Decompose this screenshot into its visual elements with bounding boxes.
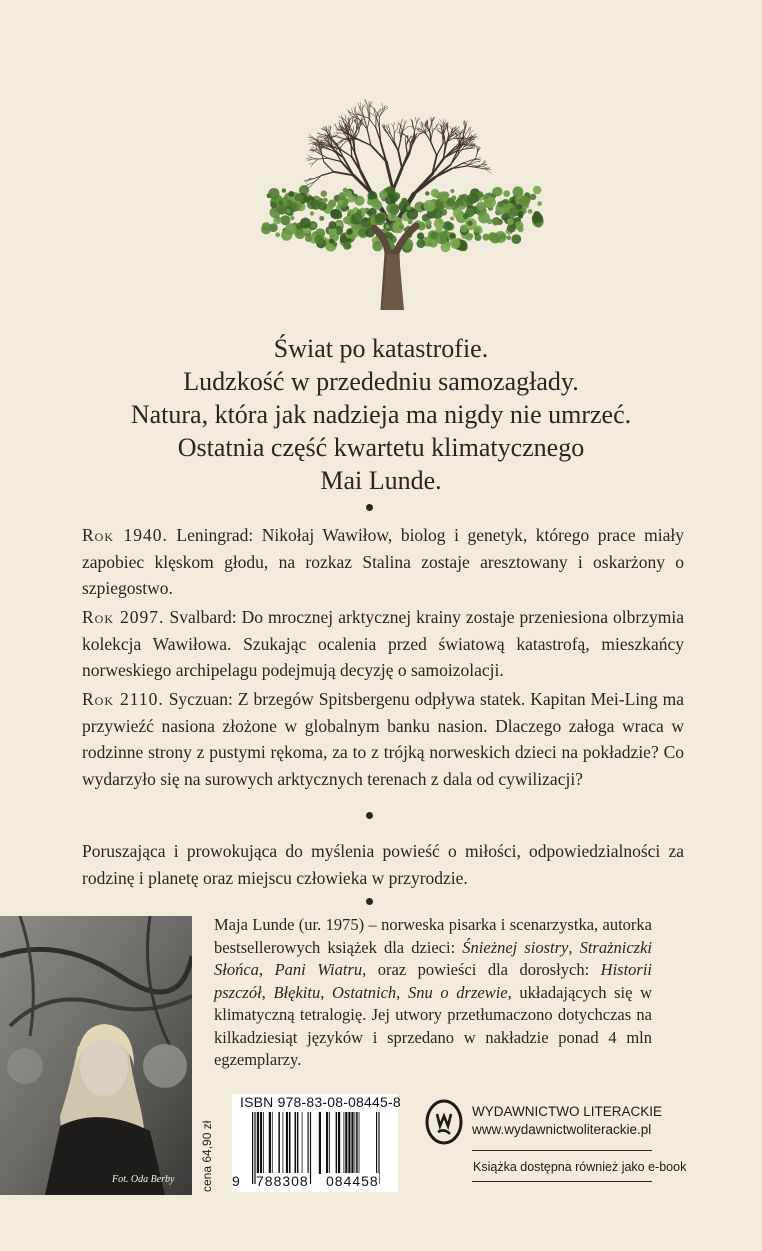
divider [472,1150,652,1151]
tagline-line: Ludzkość w przededniu samozagłady. [183,367,579,396]
publisher-logo-icon [424,1098,464,1146]
book-title: Strażniczki Słońca [214,937,653,979]
photo-credit: Fot. Oda Berby [112,1174,175,1185]
book-title: Historii pszczół [214,960,653,1002]
section-2110 [82,686,684,792]
tree-illustration [246,78,556,310]
book-title: Śnieżnej siostry [462,937,569,957]
tagline [60,332,702,497]
separator-dot [366,504,373,511]
book-title: Błękitu [273,982,321,1002]
author-photo [0,916,192,1195]
price: cena 64,90 zł [200,1120,214,1192]
section-text: Svalbard: Do mrocznej arktycznej krainy zostaje przeniesiona olbrzymia kolekcja Wawiłowa. Szukając ocalenia przed światową katastrofą, mieszkańcy norweskiego archipelagu podejmują decyzję o samoizolacji. [82,607,684,680]
section-text: Leningrad: Nikołaj Wawiłow, biolog i genetyk, którego prace miały zapobiec klęskom głodu, na rozkaz Stalina zostaje aresztowany i oskarżony o szpiegostwo. [82,525,684,598]
bio-text: , układających się w klimatyczną tetralogię. Jej utwory przetłumaczono dotychczas na kilkadziesiąt języków i sprzedano w nakładzie ponad 4 mln egzemplarzy. [214,982,653,1069]
section-label: Rok 1940. [82,525,168,545]
publisher-url[interactable]: www.wydawnictwoliterackie.pl [472,1122,652,1137]
separator-dot [366,812,373,819]
separator-dot [366,898,373,905]
tagline-line: Ostatnia część kwartetu klimatycznego [177,433,585,462]
section-label: Rok 2110. [82,689,164,709]
book-title: Ostatnich [332,982,397,1002]
summary: Poruszająca i prowokująca do myślenia powieść o miłości, odpowiedzialności za rodzinę i planetę oraz miejscu człowieka w przyrodzie. [82,841,684,888]
bio-text: , oraz powieści dla dorosłych: [362,960,601,979]
bio-text: , [258,960,275,979]
bio-text: , [261,982,274,1002]
section-2097 [82,604,684,684]
book-title: Snu o drzewie [407,982,508,1002]
author-bio [214,914,652,1072]
barcode-left-digits: 788308 [256,1173,309,1189]
tagline-line: Natura, która jak nadzieja ma nigdy nie umrzeć. [130,400,632,429]
ebook-note: Książka dostępna również jako e-book [473,1160,687,1174]
section-text: Syczuan: Z brzegów Spitsbergenu odpływa statek. Kapitan Mei-Ling ma przywieźć nasiona złożone w globalnym banku nasion. Dlaczego załoga wraca w rodzinne strony z pustymi rękoma, za to z trójką norweskich dzieci na pokładzie? Co wydarzyło się na surowych arktycznych terenach z dala od cywilizacji? [82,689,684,789]
barcode-block [232,1094,401,1192]
tagline-line: Mai Lunde. [320,466,442,495]
tagline-line: Świat po katastrofie. [273,334,489,363]
bio-text: Maja Lunde (ur. 1975) – norweska pisarka i scenarzystka, autorka bestsellerowych książek dla dzieci: [214,915,652,957]
bio-text: , [320,982,332,1002]
barcode-lead-digit: 9 [232,1173,241,1189]
divider [472,1181,652,1182]
bio-text: , [568,937,580,957]
section-1940 [82,522,684,602]
book-title: Pani Wiatru [274,960,363,979]
bio-text: , [396,982,408,1002]
publisher-name: WYDAWNICTWO LITERACKIE [472,1104,663,1119]
section-label: Rok 2097. [82,607,165,627]
isbn-label: ISBN 978-83-08-08445-8 [240,1094,401,1110]
barcode-right-digits: 084458 [326,1173,379,1189]
